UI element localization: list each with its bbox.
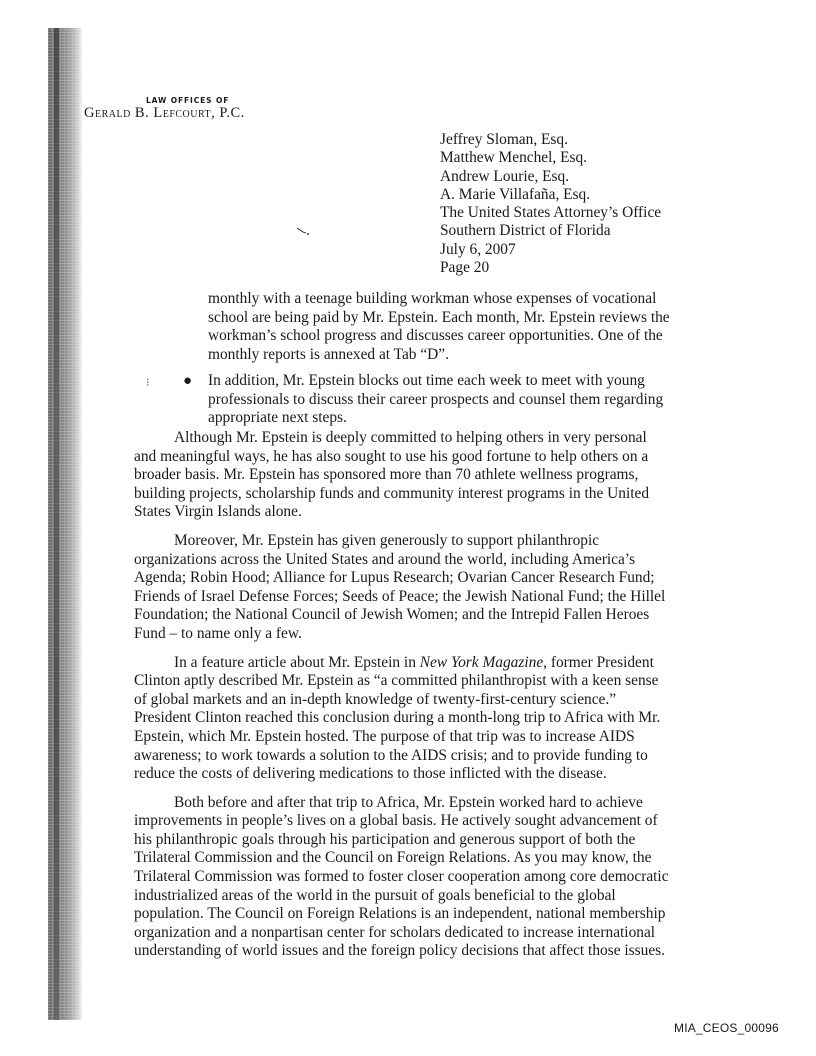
letterhead-firm-name: Gerald B. Lefcourt, P.C. <box>84 105 245 121</box>
scan-speck: ⁝ <box>146 377 150 389</box>
addressee-line: A. Marie Villafaña, Esq. <box>440 185 591 203</box>
addressee-line: Matthew Menchel, Esq. <box>440 149 588 167</box>
paragraph-text: In a feature article about Mr. Epstein in <box>174 653 420 671</box>
body-paragraph: Moreover, Mr. Epstein has given generously to support philanthropic organizations across the United States and around the world, including America’s Agenda; Robin Hood; Alliance for Lupus Research; Ovarian Cancer Research Fund; Friends of Israel Defense Forces; Seeds of Peace; the Jewish National Fund; the Hillel Foundation; the National Council of Jewish Women; and the Intrepid Fallen Heroes Fund – to name only a few. <box>134 531 666 642</box>
scan-binding-edge <box>48 28 82 1020</box>
bullet-continuation-text: monthly with a teenage building workman whose expenses of vocational school are being paid by Mr. Epstein. Each month, Mr. Epstein reviews the workman’s school progress and discusses career opportunities. One of the monthly reports is annexed at Tab “D”. <box>208 290 670 363</box>
letterhead-caption: LAW OFFICES OF <box>146 96 230 105</box>
addressee-line: Andrew Lourie, Esq. <box>440 167 570 185</box>
bullet-section <box>146 290 678 428</box>
scan-speck-mark <box>296 226 310 236</box>
bullet-item-text: In addition, Mr. Epstein blocks out time each week to meet with young professionals to discuss their career prospects and counsel them regarding appropriate next steps. <box>208 372 664 426</box>
bullet-dot-icon: ● <box>183 373 193 389</box>
addressee-line: The United States Attorney’s Office <box>440 204 662 222</box>
body-paragraph <box>134 654 670 784</box>
page-number: Page 20 <box>440 259 490 277</box>
bullet-item <box>146 372 678 428</box>
body-paragraph: Both before and after that trip to Africa, Mr. Epstein worked hard to achieve improvements in people’s lives on a global basis. He actively sought advancement of his philanthropic goals through his participation and generous support of both the Trilateral Commission and the Council on Foreign Relations. As you may know, the Trilateral Commission was formed to foster closer cooperation among core democratic industrialized areas of the world in the pursuit of goals beneficial to the global population. The Council on Foreign Relations is an independent, national membership organization and a nonpartisan center for scholars dedicated to increase international understanding of world issues and the foreign policy decisions that affect those issues. <box>134 793 669 960</box>
body-paragraph: Although Mr. Epstein is deeply committed to helping others in very personal and meaningful ways, he has also sought to use his good fortune to help others on a broader basis. Mr. Epstein has sponsored more than 70 athlete wellness programs, building projects, scholarship funds and community interest programs in the United States Virgin Islands alone. <box>134 429 650 521</box>
paragraph-text: , former President Clinton aptly described Mr. Epstein as “a committed philanthropist with a keen sense of global markets and an in-depth knowledge of twenty-first-century science.” President Clinton reached this conclusion during a month-long trip to Africa with Mr. Epstein, which Mr. Epstein hosted. The purpose of that trip was to increase AIDS awareness; to work towards a solution to the AIDS crisis; and to provide funding to reduce the costs of delivering medications to those inflicted with the disease. <box>134 653 661 783</box>
bates-number: MIA_CEOS_00096 <box>674 1021 779 1035</box>
addressee-block <box>440 131 760 277</box>
addressee-line: Jeffrey Sloman, Esq. <box>440 131 568 148</box>
addressee-line: Southern District of Florida <box>440 222 611 240</box>
publication-title: New York Magazine <box>419 653 544 671</box>
letter-body <box>134 429 670 971</box>
letter-date: July 6, 2007 <box>440 240 516 258</box>
